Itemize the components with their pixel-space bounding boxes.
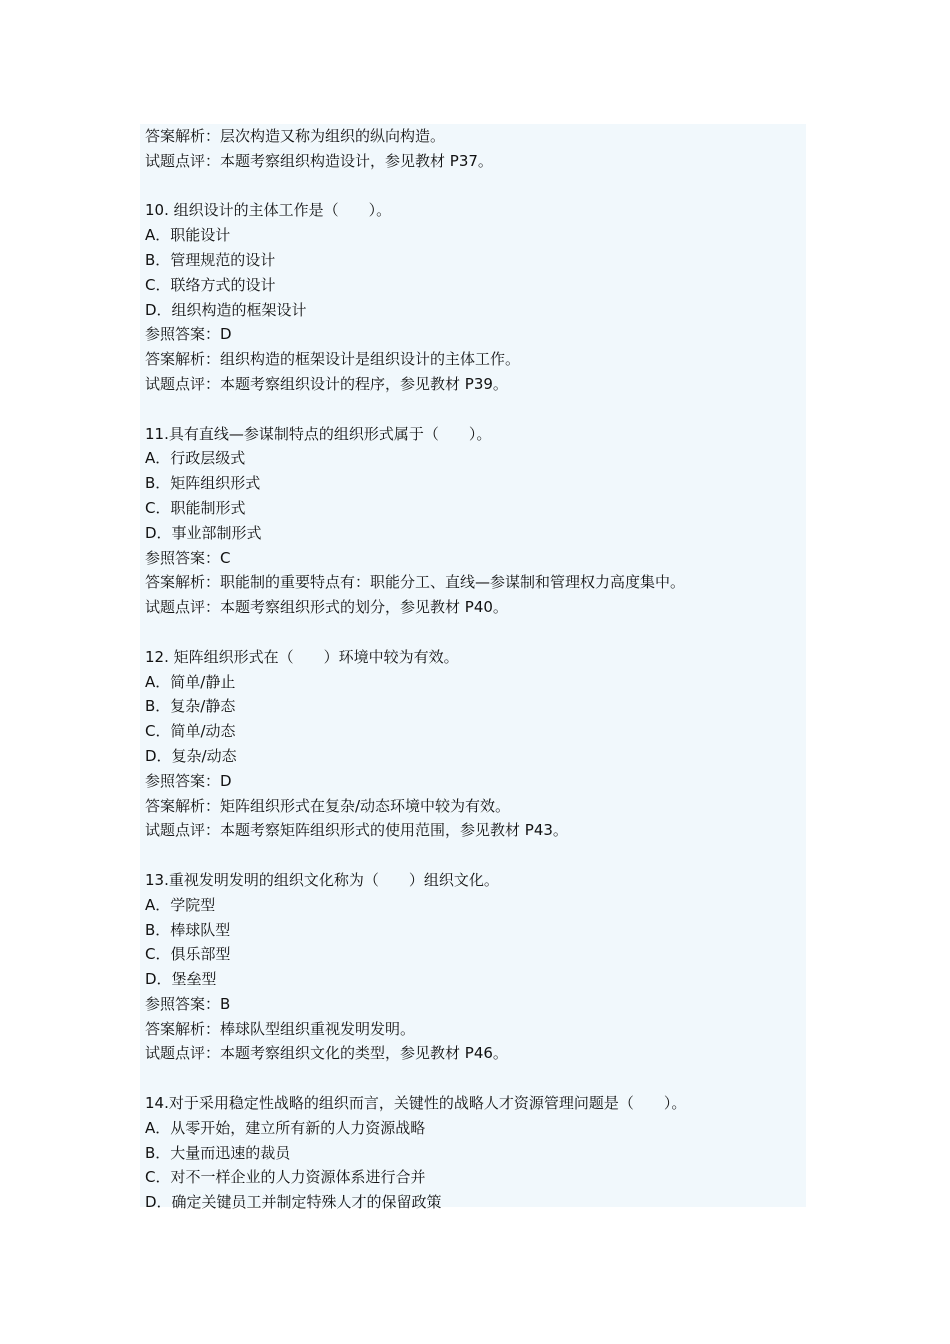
spacer xyxy=(145,620,805,645)
q13-analysis: 答案解析：棒球队型组织重视发明发明。 xyxy=(145,1019,416,1038)
spacer xyxy=(145,1066,805,1091)
q12-analysis: 答案解析：矩阵组织形式在复杂/动态环境中较为有效。 xyxy=(145,796,511,815)
q11-option-a: A．行政层级式 xyxy=(145,449,246,468)
document-body xyxy=(145,124,805,1215)
q13-comment: 试题点评：本题考察组织文化的类型，参见教材 P46。 xyxy=(145,1044,508,1063)
q12-comment: 试题点评：本题考察矩阵组织形式的使用范围，参见教材 P43。 xyxy=(145,821,568,840)
spacer xyxy=(145,174,805,199)
q14-option-d: D．确定关键员工并制定特殊人才的保留政策 xyxy=(145,1193,442,1212)
q11-comment: 试题点评：本题考察组织形式的划分，参见教材 P40。 xyxy=(145,598,508,617)
spacer xyxy=(145,843,805,868)
q12-option-c: C．简单/动态 xyxy=(145,722,236,741)
q10-option-a: A．职能设计 xyxy=(145,226,231,245)
q10-answer: 参照答案：D xyxy=(145,325,232,344)
spacer xyxy=(145,397,805,422)
q14-stem: 14.对于采用稳定性战略的组织而言，关键性的战略人才资源管理问题是（ ）。 xyxy=(145,1094,687,1113)
q11-option-d: D．事业部制形式 xyxy=(145,523,262,542)
q11-analysis: 答案解析：职能制的重要特点有：职能分工、直线—参谋制和管理权力高度集中。 xyxy=(145,573,686,592)
q11-answer: 参照答案：C xyxy=(145,548,231,567)
q12-option-b: B．复杂/静态 xyxy=(145,697,236,716)
q10-stem: 10. 组织设计的主体工作是（ ）。 xyxy=(145,201,392,220)
q10-option-c: C．联络方式的设计 xyxy=(145,275,276,294)
q10-option-d: D．组织构造的框架设计 xyxy=(145,300,307,319)
q11-option-c: C．职能制形式 xyxy=(145,498,246,517)
q10-analysis: 答案解析：组织构造的框架设计是组织设计的主体工作。 xyxy=(145,350,521,369)
q13-option-a: A．学院型 xyxy=(145,895,216,914)
q13-option-b: B．棒球队型 xyxy=(145,920,231,939)
q14-option-b: B．大量而迅速的裁员 xyxy=(145,1143,291,1162)
q13-option-c: C．俱乐部型 xyxy=(145,945,231,964)
q10-option-b: B．管理规范的设计 xyxy=(145,250,276,269)
q14-option-c: C．对不一样企业的人力资源体系进行合并 xyxy=(145,1168,426,1187)
q12-answer: 参照答案：D xyxy=(145,771,232,790)
q9-analysis: 答案解析：层次构造又称为组织的纵向构造。 xyxy=(145,127,446,145)
q12-option-d: D．复杂/动态 xyxy=(145,746,237,765)
q13-answer: 参照答案：B xyxy=(145,994,231,1013)
q9-comment: 试题点评：本题考察组织构造设计，参见教材 P37。 xyxy=(145,151,493,170)
q11-option-b: B．矩阵组织形式 xyxy=(145,474,261,493)
q14-option-a: A．从零开始，建立所有新的人力资源战略 xyxy=(145,1118,426,1137)
q10-comment: 试题点评：本题考察组织设计的程序，参见教材 P39。 xyxy=(145,374,508,393)
q12-option-a: A．简单/静止 xyxy=(145,672,236,691)
q11-stem: 11.具有直线—参谋制特点的组织形式属于（ ）。 xyxy=(145,424,492,443)
q13-option-d: D．堡垒型 xyxy=(145,970,217,989)
q13-stem: 13.重视发明发明的组织文化称为（ ）组织文化。 xyxy=(145,870,499,889)
q12-stem: 12. 矩阵组织形式在（ ）环境中较为有效。 xyxy=(145,647,459,666)
